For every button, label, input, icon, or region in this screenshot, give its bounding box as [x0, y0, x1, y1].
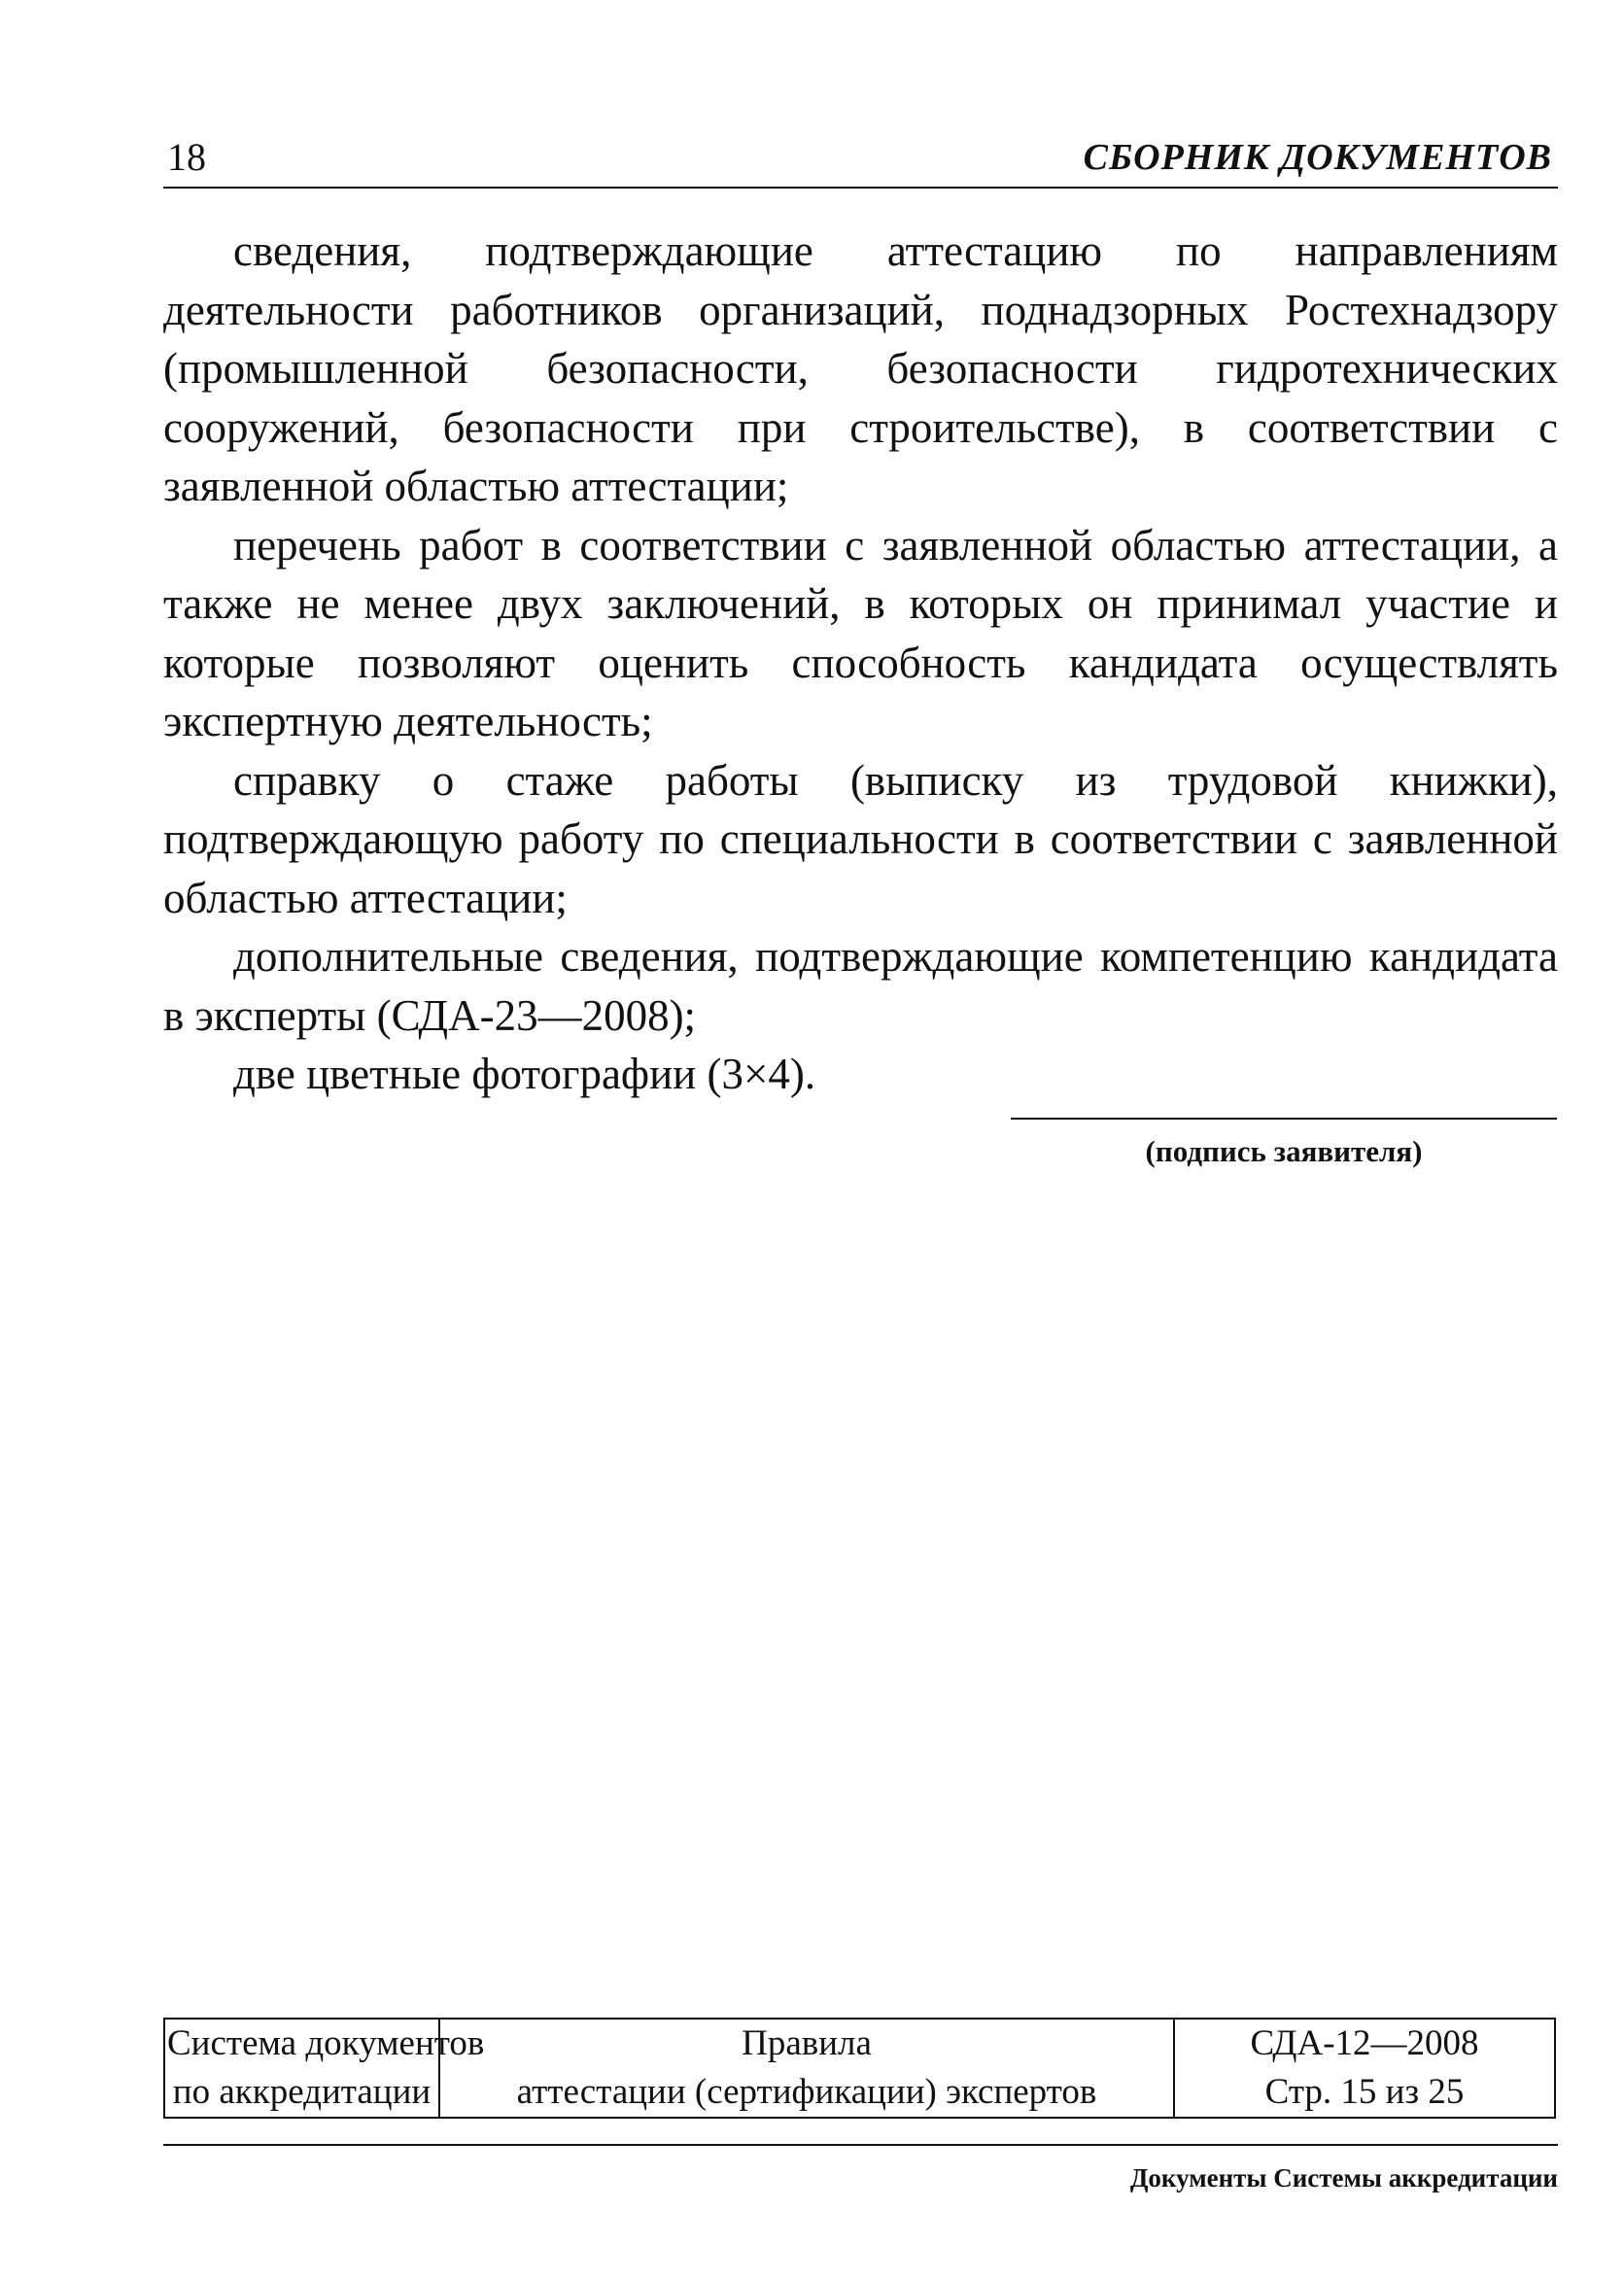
paragraph-additional-info: дополнительные сведения, подтверждающие компетенцию кандидата в эксперты (СДА-23—2008); — [163, 932, 1558, 1040]
paragraph-work-list: перечень работ в соответствии с заявленной областью аттестации, а также не менее двух заключений, в которых он принимал участие и которые позволяют оценить способность кандидата осуществлять экспертную деятельность; — [163, 520, 1558, 745]
body-text — [163, 222, 1558, 1104]
footer-cell-system — [164, 2019, 485, 2118]
footer-code-line1: СДА-12—2008 — [1250, 2023, 1479, 2063]
page-header — [163, 132, 1558, 189]
bottom-rule — [163, 2144, 1558, 2146]
signature-line — [1011, 1118, 1557, 1120]
footer-title-line2: аттестации (сертификации) экспертов — [516, 2072, 1097, 2112]
footer-table — [163, 2018, 1556, 2119]
running-title: СБОРНИК ДОКУМЕНТОВ — [1083, 137, 1552, 178]
footer-code-line2: Стр. 15 из 25 — [1264, 2072, 1465, 2112]
paragraph-attestation-info: сведения, подтверждающие аттестацию по направлениям деятельности работников организаций, поднадзорных Ростехнадзору (промышленной безопасности, безопасности гидротехнических сооружений, безопасности при строительстве), в соответствии с заявленной областью аттестации; — [163, 226, 1558, 510]
signature-block — [1011, 1118, 1557, 1170]
footer-title-line1: Правила — [742, 2023, 872, 2063]
paragraph-work-experience: справку о стаже работы (выписку из трудовой книжки), подтверждающую работу по специальности в соответствии с заявленной областью аттестации; — [163, 755, 1558, 922]
page-number: 18 — [167, 135, 206, 179]
footer-table-row — [164, 2019, 1555, 2118]
footer-system-line2: по аккредитации — [172, 2072, 432, 2112]
bottom-caption: Документы Системы аккредитации — [1129, 2163, 1558, 2193]
footer-cell-code — [1174, 2019, 1555, 2118]
footer-system-line1: Система документов — [167, 2023, 485, 2063]
paragraph-photos: две цветные фотографии (3×4). — [233, 1050, 816, 1098]
footer-cell-title — [439, 2019, 1174, 2118]
signature-caption: (подпись заявителя) — [1145, 1134, 1423, 1168]
